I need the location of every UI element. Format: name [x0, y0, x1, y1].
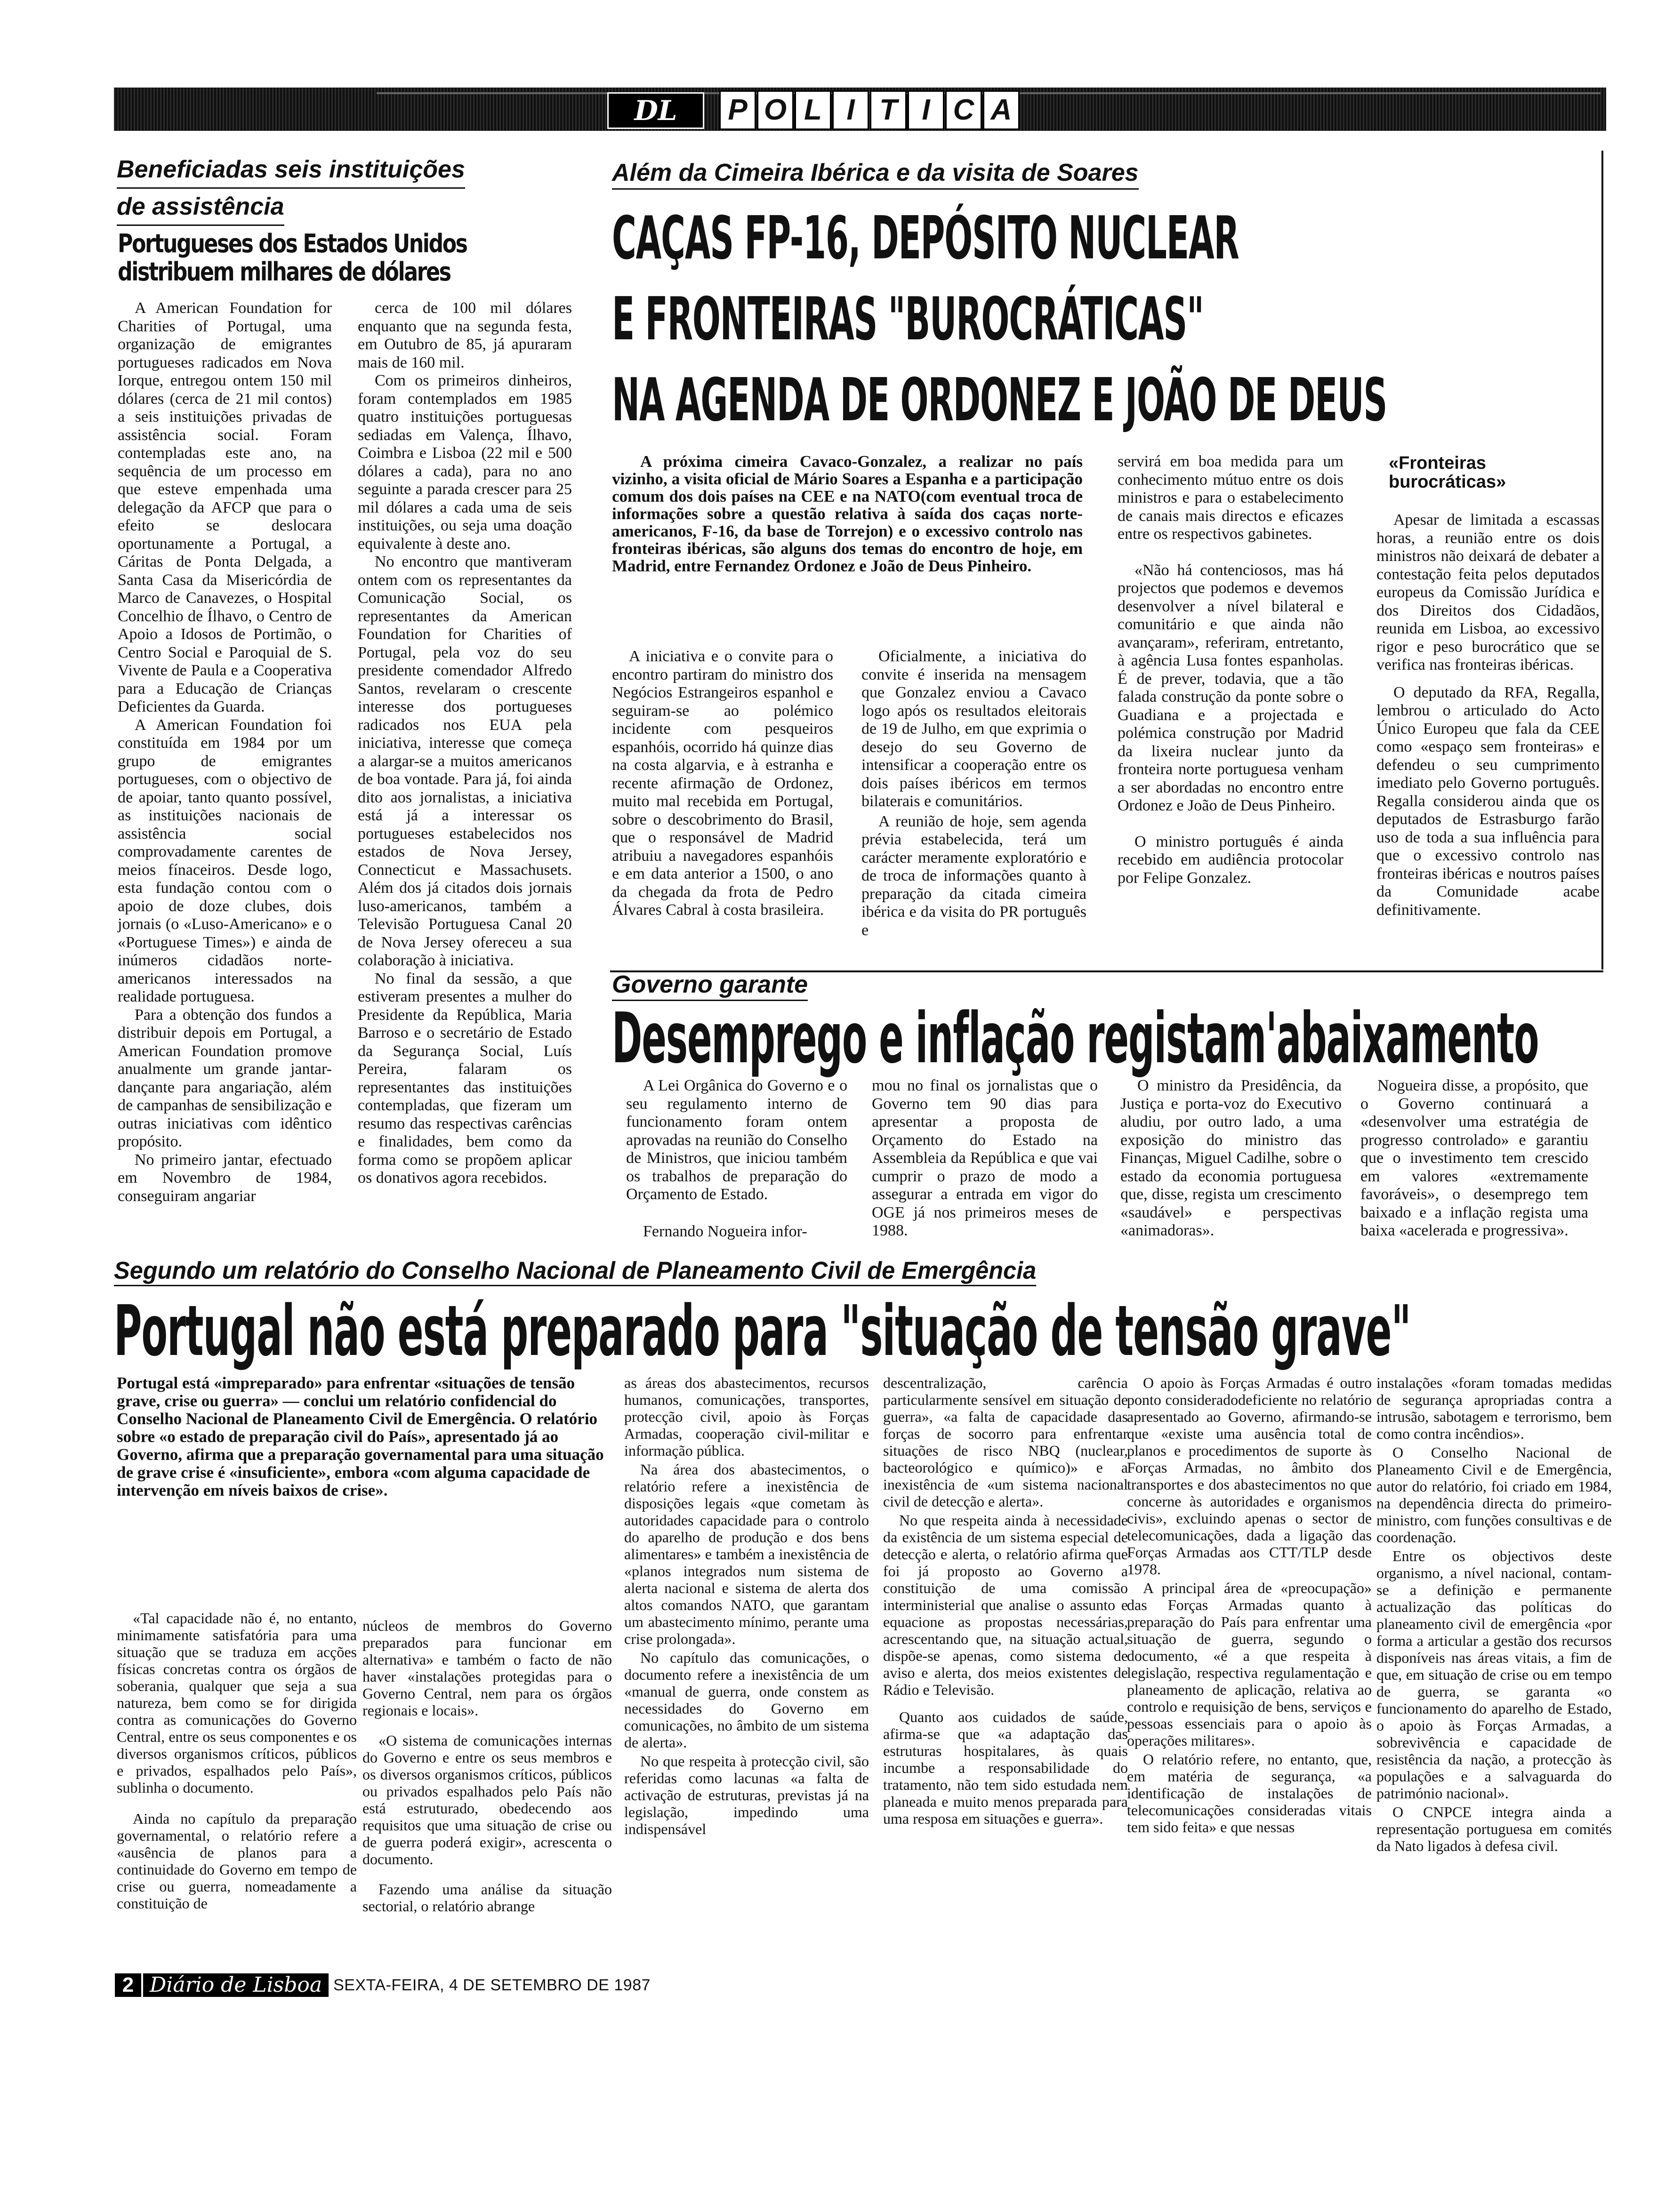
- article1-paragraph: Para a obtenção dos fundos a distribuir depois em Portugal, a American Foundation promove anualmente um grande jantar-dançante para angariação, além de campanhas de sensibilização e outras iniciativas com idêntico propósito.: [118, 1006, 332, 1150]
- article4-paragraph: Fazendo uma análise da situação sectorial, o relatório abrange: [362, 1881, 612, 1915]
- section-letter-i2: I: [908, 90, 944, 130]
- article4-paragraph: Ainda no capítulo da preparação governamental, o relatório refere a «ausência de planos para a continuidade do Governo em tempo de crise ou guerra, nomeadamente a constituição de: [117, 1810, 357, 1912]
- article2-col3: [1118, 453, 1343, 887]
- article2-paragraph: O deputado da RFA, Regalla, lembrou o articulado do Acto Único Europeu que fala da CEE como «espaço sem fronteiras» e defendeu o seu cumprimento imediato pelo Governo português. Regalla considerou ainda que os deputados de Estrasburgo farão uso de toda a sua influência para que o excessivo controlo nas fronteiras ibéricas e noutros países da Comunidade acabe definitivamente.: [1376, 683, 1600, 919]
- article4-paragraph: Quanto aos cuidados de saúde, afirma-se que «a adaptação das estruturas hospitalares, às quais incumbe a responsabilidade do tratamento, não tem sido estudada nem planeada e muito menos preparada para uma resposa em situações e guerra».: [883, 1708, 1128, 1827]
- article4-paragraph: núcleos de membros do Governo preparados para funcionar em alternativa» e também o facto de não haver «instalações protegidas para o Governo Central, nem para os órgãos regionais e locais».: [362, 1617, 612, 1719]
- issue-date: SEXTA-FEIRA, 4 DE SETEMBRO DE 1987: [333, 1976, 651, 1994]
- article2-paragraph: A iniciativa e o convite para o encontro partiram do ministro dos Negócios Estrangeiros espanhol e seguiram-se ao polémico incidente com pesqueiros espanhóis, ocorrido há quinze dias na costa algarvia, e à estranha e recente afirmação de Ordonez, muito mal recebida em Portugal, sobre o descobrimento do Brasil, que o responsável de Madrid atribuiu a navegadores espanhóis e em data anterior a 1500, o ano da chegada da frota de Pedro Álvares Cabral à costa brasileira.: [612, 648, 833, 919]
- section-letter-o: O: [757, 90, 794, 130]
- article2-paragraph: O ministro português é ainda recebido em audiência protocolar por Felipe Gonzalez.: [1118, 833, 1343, 887]
- article4-headline: Portugal não está preparado para "situação de tensão grave": [114, 1290, 1411, 1371]
- article2-col4: [1376, 511, 1600, 919]
- article2-lead: A próxima cimeira Cavaco-Gonzalez, a realizar no país vizinho, a visita oficial de Mário Soares a Espanha e a participação comum dos dois países na CEE e na NATO(com eventual troca de informações sobre a questão relativa à saída dos caças norte-americanos, F-16, da base de Torrejon) e o excessivo controlo nas fronteiras ibéricas, são alguns dos temas do encontro de hoje, em Madrid, entre Fernandez Ordonez e João de Deus Pinheiro.: [612, 452, 1083, 575]
- article4-paragraph: «O sistema de comunicações internas do Governo e entre os seus membros e os diversos organismos críticos, públicos ou privados espalhados pelo País não está estruturado, obedecendo aos requisitos que uma situação de crise ou de guerra poderá exigir», acrescenta o documento.: [362, 1732, 612, 1867]
- article1-paragraph: Com os primeiros dinheiros, foram contemplados em 1985 quatro instituições portuguesas sediadas em Valença, Ílhavo, Coimbra e Lisboa (22 mil e 500 dólares a cada), para no ano seguinte a parada crescer para 25 mil dólares a cada uma de seis instituições, ou seja uma doação equivalente à deste ano.: [358, 372, 572, 553]
- article4-paragraph: No que respeita à protecção civil, são referidas como lacunas «a falta de activação de estruturas, previstas já na legislação, impedindo uma indispensável: [624, 1753, 869, 1837]
- article3-col3: [1120, 1077, 1342, 1240]
- section-letter-c: C: [945, 90, 982, 130]
- page-number: 2: [115, 1973, 141, 1997]
- article4-paragraph: descentralização, carência particularmente sensível em situação de guerra», «a falta de capacidade das forças de socorro para enfrentar situações de risco NBQ (nuclear, bacteorológico e químico)» e a inexistência de «um sistema nacional civil de detecção e alerta».: [883, 1374, 1128, 1510]
- article4-paragraph: O relatório refere, no entanto, que, em matéria de segurança, «a identificação de instalações de telecomunicações consideradas vitais tem sido feita» e que nessas: [1127, 1751, 1372, 1835]
- footer: [115, 1972, 651, 1998]
- article4-col1: [117, 1610, 357, 1914]
- article1-paragraph: No final da sessão, a que estiveram presentes a mulher do Presidente da República, Maria Barroso e o secretário de Estado da Segurança Social, Luís Pereira, falaram os representantes das instituições contempladas, que fizeram um resumo das respectivas carências e finalidades, bem como da forma como se propõem aplicar os donativos agora recebidos.: [358, 970, 572, 1186]
- section-title: [719, 90, 1021, 129]
- article4-lead: Portugal está «impreparado» para enfrentar «situações de tensão grave, crise ou guerra» — conclui um relatório confidencial do Conselho Nacional de Planeamento Civil de Emergência. O relatório sobre «o estado de preparação civil do País», apresentado já ao Governo, afirma que a preparação governamental para uma situação de grave crise é «insuficiente», embora «com alguma capacidade de intervenção em níveis baixos de crise».: [117, 1374, 604, 1499]
- article4-paragraph: Na área dos abastecimentos, o relatório refere a inexistência de disposições legais «que cometam às autoridades capacidade para o controlo do aparelho de produção e dos bens alimentares» e também a inexistência de «planos integrados num sistema de alerta nacional e sistema de alerta dos altos comandos NATO, que garantam um abastecimento mínimo, perante uma crise prolongada».: [624, 1461, 869, 1647]
- article1-kicker: [117, 152, 493, 226]
- article4-paragraph: O Conselho Nacional de Planeamento Civil e de Emergência, autor do relatório, foi criado em 1984, na dependência directa do primeiro-ministro, com funções consultivas e de coordenação.: [1376, 1444, 1612, 1546]
- article2-paragraph: Apesar de limitada a escassas horas, a reunião entre os dois ministros não deixará de debater a contestação feita pelos deputados europeus da Comissão Jurídica e dos Direitos dos Cidadãos, reunida em Lisboa, ao excessivo rigor e peso burocrático que se verifica nas fronteiras ibéricas.: [1376, 511, 1600, 673]
- article2-col1: [612, 648, 833, 920]
- article4-paragraph: A principal área de «preocupação» das Forças Armadas quanto à preparação do País para enfrentar uma situação de guerra, segundo o documento, «é a que respeita à legislação, respectiva regulamentação e planeamento de aplicação, relativa ao controlo e requisição de bens, serviços e pessoas essenciais para o apoio às operações militares».: [1127, 1579, 1372, 1749]
- article4-paragraph: Entre os objectivos deste organismo, a nível nacional, contam-se a definição e permanente actualização das políticas do planeamento civil de emergência «por forma a articular a gestão dos recursos disponíveis nas áreas vitais, a fim de que, em situação de crise ou em tempo de guerra, se garanta «o funcionamento do aparelho de Estado, o apoio às Forças Armadas, a sobrevivência e capacidade de resistência da nação, a protecção às populações e a salvaguarda do património nacional».: [1376, 1547, 1612, 1802]
- paper-name: Diário de Lisboa: [143, 1973, 329, 1997]
- article1-col2: [358, 299, 572, 1187]
- article4-paragraph: No que respeita ainda à necessidade da existência de um sistema especial de detecção e alerta, o relatório afirma que foi já proposto ao Governo a constituição de uma comissão interministerial que analise o assunto e equacione as propostas necessárias, acrescentando que, na situação actual, dispõe-se apenas, como sistema de aviso e alerta, dos meios existentes de Rádio e Televisão.: [883, 1512, 1128, 1698]
- article3-paragraph: Fernando Nogueira infor-: [643, 1222, 807, 1240]
- article2-paragraph: Oficialmente, a iniciativa do convite é inserida na mensagem que Gonzalez enviou a Cavaco logo após os resultados eleitorais de 19 de Julho, em que exprimia o desejo do seu Governo de intensificar a cooperação entre os dois países ibéricos em termos bilaterais e comunitários.: [861, 648, 1086, 810]
- article2-headline-line1: CAÇAS FP-16, DEPÓSITO NUCLEAR: [612, 203, 1239, 272]
- article3-paragraph: mou no final os jornalistas que o Governo tem 90 dias para apresentar a proposta de Orçamento do Estado na Assembleia da República e que vai cumprir o prazo de modo a assegurar a entrada em vigor do OGE já nos primeiros meses de 1988.: [872, 1077, 1098, 1239]
- article3-col4: [1360, 1077, 1588, 1240]
- article4-paragraph: «Tal capacidade não é, no entanto, minimamente satisfatória para uma situação que se traduza em acções físicas concretas contra os órgãos de soberania, qualquer que seja a sua natureza, bem como se for dirigida contra as comunicações do Governo Central, entre os seus componentes e os diversos organismos críticos, públicos e privados, espalhados pelo País», sublinha o documento.: [117, 1610, 357, 1796]
- article4-col6: [1376, 1374, 1612, 1856]
- article1-paragraph: No encontro que mantiveram ontem com os representantes da Comunicação Social, os representantes da American Foundation for Charities of Portugal, pela voz do seu presidente comendador Alfredo Santos, revelaram o crescente interesse dos portugueses radicados nos EUA pela iniciativa, interesse que começa a alargar-se a muitos americanos de boa vontade. Para já, foi ainda dito aos jornalistas, a iniciativa está já a interessar os portugueses estabelecidos nos estados de Nova Jersey, Connecticut e Massachusets. Além dos já citados dois jornais luso-americanos, também a Televisão Portuguesa Canal 20 de Nova Jersey ofereceu a sua colaboração à iniciativa.: [358, 553, 572, 969]
- article4-paragraph: instalações «foram tomadas medidas de segurança apropriadas contra a intrusão, sabotagem e terrorismo, bem como contra incêndios».: [1376, 1374, 1612, 1442]
- article3-paragraph: A Lei Orgânica do Governo e o seu regulamento interno de funcionamento foram ontem aprovadas na reunião do Conselho de Ministros, que iniciou também os trabalhos de preparação do Orçamento de Estado.: [626, 1077, 847, 1203]
- article2-paragraph: A reunião de hoje, sem agenda prévia estabelecida, terá um carácter meramente exploratório e de troca de informações quanto à preparação da citada cimeira ibérica e da visita do PR português e: [861, 812, 1086, 939]
- article1-paragraph: cerca de 100 mil dólares enquanto que na segunda festa, em Outubro de 85, já apuraram mais de 160 mil.: [358, 299, 572, 371]
- article2-kicker: Além da Cimeira Ibérica e da visita de Soares: [612, 157, 1139, 190]
- article4-col3: [624, 1374, 869, 1839]
- article1-paragraph: No primeiro jantar, efectuado em Novembro de 1984, conseguiram angariar: [118, 1151, 332, 1205]
- article4-paragraph: O apoio às Forças Armadas é outro ponto consideradodeficiente no relatório apresentado ao Governo, afirmando-se que «existe uma ausência total de planos e procedimentos de suporte às Forças Armadas, no âmbito dos transportes e dos abastecimentos no que concerne às autoridades e organismos civis», excluindo apenas o sector de telecomunicações, dada a ligação das Forças Armadas aos CTT/TLP desde 1978.: [1127, 1374, 1372, 1578]
- article1-headline-line2: distribuem milhares de dólares: [118, 257, 450, 287]
- article2-headline: [612, 198, 1587, 441]
- article1-paragraph: A American Foundation foi constituída em 1984 por um grupo de emigrantes portugueses, com o objectivo de de apoiar, tanto quanto possível, as instituições nacionais de assistência social comprovadamente carentes de meios fínaceiros. Desde logo, esta fundação contou com o apoio de doze clubes, dois jornais (o «Luso-Americano» e o «Portuguese Times») e ainda de inúmeros cidadãos norte-americanos interessados na realidade portuguesa.: [118, 716, 332, 1005]
- article4-col5: [1127, 1374, 1372, 1837]
- article2-paragraph: «Não há contenciosos, mas há projectos que podemos e devemos desenvolver a nível bilateral e comunitário e que ainda não avançaram», referiram, entretanto, à agência Lusa fontes espanholas. É de prever, todavia, que a tão falada construção da ponte sobre o Guadiana e a projectada e polémica construção por Madrid da lixeira nuclear junto da fronteira norte portuguesa venham a ser abordadas no encontro entre Ordonez e João de Deus Pinheiro.: [1118, 561, 1343, 814]
- article4-col2: [362, 1617, 612, 1916]
- article1-headline-line1: Portugueses dos Estados Unidos: [118, 229, 467, 258]
- article3-col1: [626, 1077, 847, 1241]
- article3-kicker: Governo garante: [612, 970, 808, 1001]
- article2-headline-line3: NA AGENDA DE ORDONEZ E JOÃO DE DEUS: [612, 365, 1387, 434]
- article4-paragraph: O CNPCE integra ainda a representação portuguesa em comités da Nato ligados à defesa civil.: [1376, 1803, 1612, 1854]
- article1-kicker-line1: Beneficiadas seis instituições: [117, 152, 465, 189]
- article4-kicker: Segundo um relatório do Conselho Nacional de Planeamento Civil de Emergência: [114, 1257, 1036, 1286]
- article4-paragraph: No capítulo das comunicações, o documento refere a inexistência de um «manual de guerra, onde constem as necessidades do Governo em comunicações, no âmbito de um sistema de alerta».: [624, 1649, 869, 1751]
- article4-col4: [883, 1374, 1128, 1829]
- article2-col2: [861, 648, 1086, 939]
- article3-col2: [872, 1077, 1098, 1240]
- article1-paragraph: A American Foundation for Charities of Portugal, uma organização de emigrantes portugueses radicados em Nova Iorque, entregou ontem 150 mil dólares (cerca de 21 mil contos) a seis instituições privadas de assistência social. Foram contempladas este ano, na sequência de um processo em que esteve empenhada uma delegação da AFCP que para o efeito se deslocara oportunamente a Portugal, a Cáritas de Ponta Delgada, a Santa Casa da Misericórdia de Marco de Canavezes, o Hospital Concelhio de Ílhavo, o Centro de Apoio a Idosos de Portimão, o Centro Social e Paroquial de S. Vivente de Paula e a Cooperativa para a Educação de Crianças Deficientes da Guarda.: [118, 299, 332, 715]
- article2-box-right-border: [1601, 151, 1603, 970]
- section-letter-t: T: [870, 90, 907, 130]
- section-letter-p: P: [719, 90, 756, 130]
- article4-paragraph: as áreas dos abastecimentos, recursos humanos, comunicações, transportes, protecção civil, apoio às Forças Armadas, cooperação civil-militar e informação pública.: [624, 1374, 869, 1459]
- article1-kicker-line2: de assistência: [117, 189, 284, 226]
- masthead-logo: [607, 92, 704, 129]
- article3-headline: Desemprego e inflação registam'abaixamento: [612, 998, 1539, 1079]
- article1-headline: [118, 230, 477, 286]
- article2-headline-line2: E FRONTEIRAS "BUROCRÁTICAS": [612, 284, 1204, 353]
- section-letter-i: I: [832, 90, 869, 130]
- masthead-logo-text: DL: [634, 95, 677, 127]
- article2-subhead: «Fronteiras burocráticas»: [1389, 453, 1506, 492]
- article1-col1: [118, 299, 332, 1205]
- section-letter-a: A: [983, 90, 1020, 130]
- article3-paragraph: O ministro da Presidência, da Justiça e porta-voz do Executivo aludiu, por outro lado, a uma exposição do ministro das Finanças, Miguel Cadilhe, sobre o estado da economia portuguesa que, disse, regista um crescimento «saudável» e perspectivas «animadoras».: [1120, 1077, 1342, 1239]
- article2-paragraph: servirá em boa medida para um conhecimento mútuo entre os dois ministros e para o estabelecimento de canais mais directos e eficazes entre os respectivos gabinetes.: [1118, 453, 1343, 543]
- article3-paragraph: Nogueira disse, a propósito, que o Governo continuará a «desenvolver uma estratégia de progresso controlado» e garantiu que o investimento tem crescido em valores «extremamente favoráveis», o desemprego tem baixado e a inflação regista uma baixa «acelerada e progressiva».: [1360, 1077, 1588, 1239]
- section-letter-l: L: [795, 90, 831, 130]
